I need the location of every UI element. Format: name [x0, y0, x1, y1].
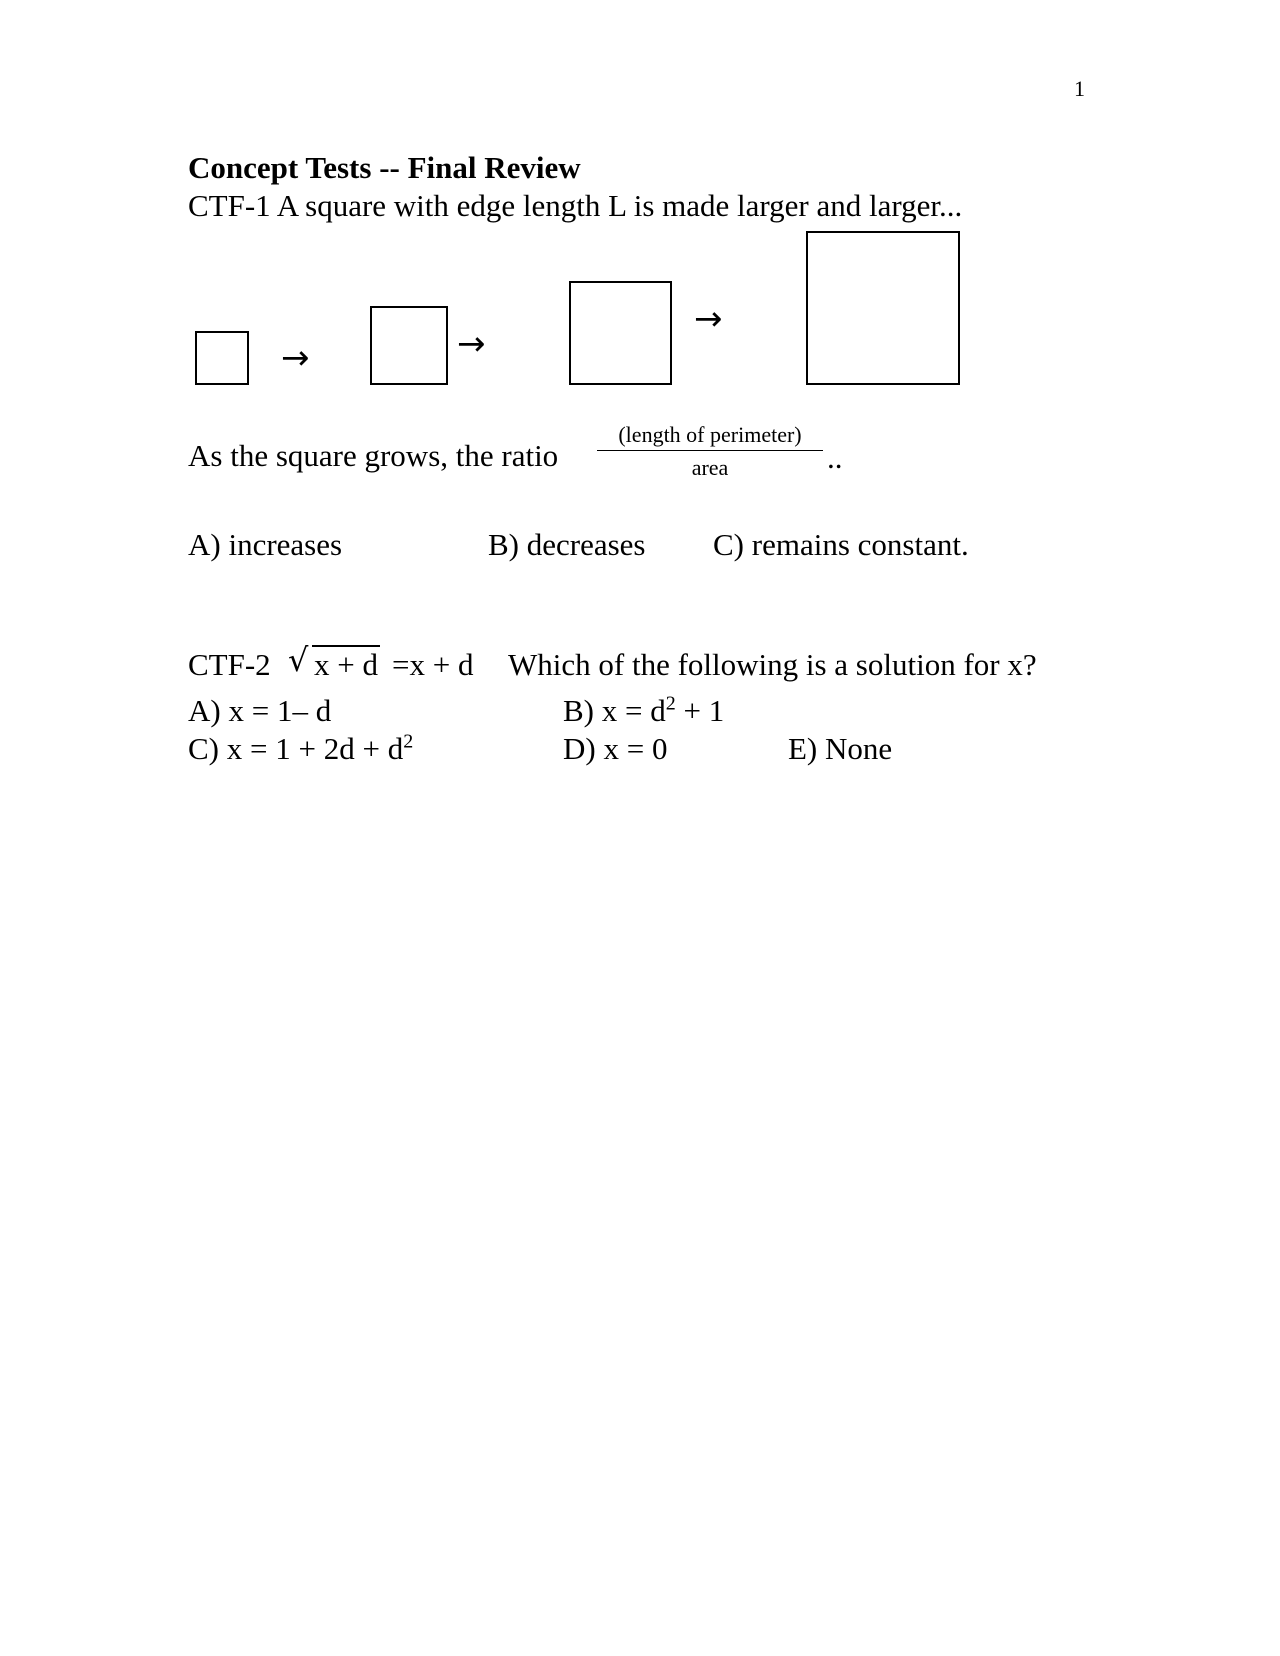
page-number: 1 [1074, 76, 1085, 101]
arrow-2: → [457, 324, 486, 364]
ctf2-option-c [188, 731, 413, 767]
ctf1-option-c: C) remains constant. [713, 527, 969, 562]
ctf2-option-e: E) None [788, 731, 893, 766]
arrow-3: → [694, 299, 723, 339]
ctf2-option-d: D) x = 0 [563, 731, 668, 766]
square-1 [195, 331, 249, 385]
square-3 [569, 281, 672, 385]
fraction-numerator: (length of perimeter) [597, 422, 823, 451]
option-b-exponent: 2 [665, 692, 676, 715]
option-c-prefix: C) x = 1 + 2d + d [188, 731, 404, 766]
radicand: x + d [314, 647, 378, 682]
ratio-suffix: .. [827, 440, 843, 475]
square-2 [370, 306, 448, 385]
ratio-fraction [597, 422, 823, 481]
ctf2-question: Which of the following is a solution for x? [508, 647, 1037, 682]
ctf2-option-b [563, 693, 724, 729]
square-4 [806, 231, 960, 385]
ctf2-label: CTF-2 [188, 647, 271, 682]
option-b-prefix: B) x = d [563, 693, 666, 728]
ctf2-option-a: A) x = 1– d [188, 693, 332, 728]
ratio-text: As the square grows, the ratio [188, 438, 559, 473]
ctf1-prompt: CTF-1 A square with edge length L is made larger and larger... [188, 188, 963, 223]
sqrt-icon: √ [288, 641, 309, 679]
equation-rhs: =x + d [392, 647, 474, 682]
fraction-denominator: area [691, 455, 729, 480]
arrow-1: → [281, 338, 310, 378]
ctf1-option-b: B) decreases [488, 527, 646, 562]
ctf1-option-a: A) increases [188, 527, 343, 562]
page-title: Concept Tests -- Final Review [188, 150, 581, 185]
option-c-exponent: 2 [403, 730, 414, 753]
option-b-suffix: + 1 [675, 693, 725, 728]
